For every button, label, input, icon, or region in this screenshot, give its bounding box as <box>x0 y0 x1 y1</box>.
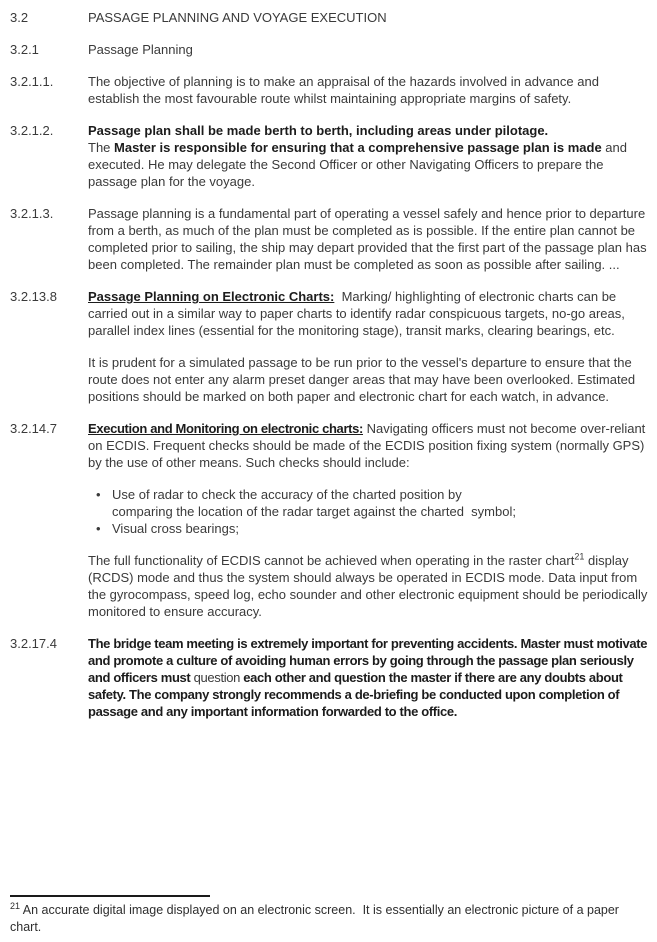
text-run: comparing the location of the radar target against the charted symbol; <box>112 504 516 519</box>
section-number: 3.2.17.4 <box>10 636 57 651</box>
text-run: An accurate digital image displayed on an electronic screen. It is essentially an electronic picture of a paper chart. <box>10 903 623 934</box>
paragraph <box>88 205 651 273</box>
section-body <box>88 9 648 26</box>
text-run: The full functionality of ECDIS cannot be achieved when operating in the raster chart <box>88 553 575 568</box>
section-3.2 <box>10 9 648 26</box>
paragraph <box>88 9 648 26</box>
section-3.2.13.8 <box>10 288 648 405</box>
text-run: It is prudent for a simulated passage to be run prior to the vessel's departure to ensure that the route does not enter any alarm preset danger areas that may have been overlooked. Estimated positions should be marked on both paper and electronic chart for each watch, in advance. <box>88 355 639 404</box>
paragraph <box>88 635 651 720</box>
text-run: question <box>193 670 241 685</box>
paragraph <box>88 354 648 405</box>
text-run: Execution and Monitoring on electronic charts: <box>88 421 363 436</box>
section-body <box>88 41 648 58</box>
section-number: 3.2.1 <box>10 42 39 57</box>
section-body <box>88 288 648 405</box>
footnote-reference: 21 <box>10 900 21 911</box>
bullet-text <box>112 520 239 537</box>
footnote-reference: 21 <box>574 551 585 562</box>
bullet-icon: • <box>96 487 101 502</box>
text-run: display (RCDS) mode and thus the system should always be operated in ECDIS mode. Data input from the gyrocompass, speed log, echo sounder and other electronic equipment should be periodically monitored to ensure accuracy. <box>88 553 651 619</box>
text-run: Marking/ highlighting of electronic charts can be carried out in a similar way to paper charts to identify radar conspicuous targets, no-go areas, parallel index lines (essential for the monitoring stage), transit marks, clearing bearings, etc. <box>88 289 629 338</box>
text-run: Passage Planning on Electronic Charts: <box>88 289 335 304</box>
text-run: Visual cross bearings; <box>112 521 239 536</box>
section-number: 3.2 <box>10 10 29 25</box>
paragraph <box>88 420 648 471</box>
paragraph <box>88 41 648 58</box>
text-run: The <box>88 140 115 155</box>
bullet-item <box>88 520 643 537</box>
footnote-divider <box>10 895 210 897</box>
bullet-item <box>88 486 643 520</box>
text-run: Passage planning is a fundamental part of operating a vessel safely and hence prior to departure from a berth, as much of the plan must be completed as is possible. If the entire plan cannot be completed prior to sailing, the ship may depart provided that the first part of the passage plan has been completed. The remainder plan must be completed as soon as possible after sailing. ... <box>88 206 651 272</box>
section-3.2.1.1 <box>10 73 648 107</box>
section-number: 3.2.1.1. <box>10 74 54 89</box>
section-body <box>88 73 648 107</box>
section-number: 3.2.13.8 <box>10 289 57 304</box>
bullet-list <box>88 486 643 537</box>
text-run: The objective of planning is to make an appraisal of the hazards involved in advance and establish the most favourable route whilst maintaining appropriate margins of safety. <box>88 74 603 106</box>
section-number: 3.2.14.7 <box>10 421 57 436</box>
text-run: each other and question the master if there are any doubts about safety. The company strongly recommends a de-briefing be conducted upon completion of passage and any important information forwarded to the office. <box>88 670 626 719</box>
section-body <box>88 420 651 620</box>
text-run: Passage plan shall be made berth to berth, including areas under pilotage. <box>88 123 549 138</box>
text-run: The bridge team meeting is extremely important for preventing accidents. Master must motivate and promote a culture of avoiding human errors by going through the passage plan seriously and officers must <box>88 636 651 685</box>
text-run: and executed. He may delegate the Second Officer or other Navigating Officers to prepare the passage plan for the voyage. <box>88 140 631 189</box>
bullet-text <box>112 486 516 520</box>
text-run: Navigating officers must not become over-reliant on ECDIS. Frequent checks should be made of the ECDIS position fixing system (normally GPS) by the use of other means. Such checks should include: <box>88 421 649 470</box>
section-3.2.17.4 <box>10 635 651 720</box>
paragraph <box>88 73 648 107</box>
section-3.2.14.7 <box>10 420 651 620</box>
section-3.2.1 <box>10 41 648 58</box>
text-run: PASSAGE PLANNING AND VOYAGE EXECUTION <box>88 10 387 25</box>
section-number: 3.2.1.3. <box>10 206 54 221</box>
text-run: Passage Planning <box>88 42 193 57</box>
paragraph <box>88 288 648 339</box>
section-body <box>88 122 648 190</box>
section-3.2.1.3 <box>10 205 651 273</box>
text-run: Use of radar to check the accuracy of the charted position by <box>112 487 462 502</box>
footnote <box>10 895 648 936</box>
text-run: Master is responsible for ensuring that a comprehensive passage plan is made <box>114 140 602 155</box>
section-body <box>88 205 651 273</box>
section-body <box>88 635 651 720</box>
bullet-icon: • <box>96 521 101 536</box>
footnote-text <box>10 902 648 936</box>
section-3.2.1.2 <box>10 122 648 190</box>
paragraph <box>88 551 651 620</box>
document-body <box>10 9 651 735</box>
section-number: 3.2.1.2. <box>10 123 54 138</box>
paragraph <box>88 122 648 190</box>
